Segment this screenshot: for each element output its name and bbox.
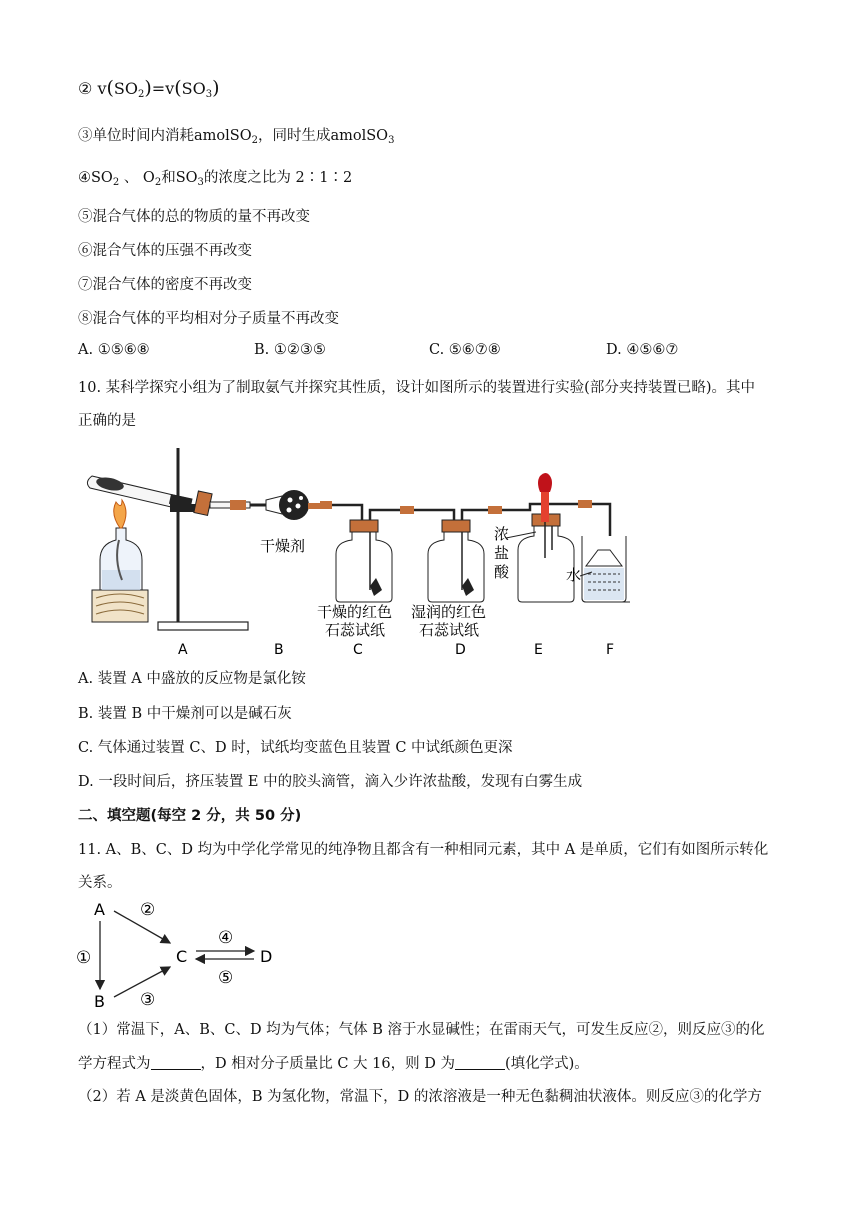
reaction-2: ②	[140, 900, 156, 920]
q10-option-c: C. 气体通过装置 C、D 时，试纸均变蓝色且装置 C 中试纸颜色更深	[78, 740, 513, 756]
q9-option-b: B. ①②③⑤	[254, 342, 326, 358]
condition-7: ⑦混合气体的密度不再改变	[78, 277, 252, 293]
node-c: C	[176, 947, 188, 966]
bottle-c	[336, 520, 392, 602]
section-heading: 二、填空题(每空 2 分，共 50 分)	[78, 808, 302, 824]
q10-stem-line1: 10. 某科学探究小组为了制取氨气并探究其性质，设计如图所示的装置进行实验(部分夹持装置已略)。其中	[78, 380, 755, 396]
reaction-4: ④	[218, 928, 234, 948]
test-tube	[87, 475, 250, 515]
letter-a: A	[178, 642, 188, 658]
letter-b: B	[274, 642, 284, 658]
reaction-3: ③	[140, 990, 156, 1010]
node-d: D	[260, 947, 273, 966]
answer-blank-1[interactable]	[151, 1055, 201, 1070]
letter-f: F	[606, 642, 615, 658]
q10-option-a: A. 装置 A 中盛放的反应物是氯化铵	[78, 671, 306, 687]
label-c-line1: 干燥的红色	[317, 603, 393, 621]
label-d-line1: 湿润的红色	[411, 603, 487, 621]
condition-6: ⑥混合气体的压强不再改变	[78, 243, 252, 259]
reaction-5: ⑤	[218, 968, 234, 988]
label-e-3: 酸	[494, 563, 510, 581]
q9-option-d: D. ④⑤⑥⑦	[606, 342, 679, 358]
node-a: A	[94, 900, 105, 919]
condition-8: ⑧混合气体的平均相对分子质量不再改变	[78, 311, 339, 327]
answer-blank-2[interactable]	[455, 1055, 505, 1070]
letter-c: C	[353, 642, 363, 658]
bottle-d	[428, 520, 484, 602]
q11-line2: 关系。	[78, 875, 122, 891]
letter-e: E	[534, 642, 543, 658]
alcohol-burner	[92, 500, 148, 622]
label-e-1: 浓	[494, 525, 510, 543]
condition-4: $④SO_2$ 、 $O_2$和$SO_3$的浓度之比为 2∶1∶2	[78, 170, 353, 188]
q11-part1-line2: 学方程式为 ，D 相对分子质量比 C 大 16，则 D 为 (填化学式)。	[78, 1056, 589, 1072]
q9-options	[78, 342, 838, 362]
q9-option-a: A. ①⑤⑥⑧	[78, 342, 150, 358]
node-b: B	[94, 992, 105, 1011]
q10-option-d: D. 一段时间后，挤压装置 E 中的胶头滴管，滴入少许浓盐酸，发现有白雾生成	[78, 774, 583, 790]
reaction-1: ①	[76, 948, 92, 968]
label-water: 水	[566, 566, 582, 584]
beaker-f	[582, 536, 630, 602]
label-dryer: 干燥剂	[260, 537, 306, 555]
condition-2: ② $v(SO_2)=v(SO_3)$	[78, 77, 220, 100]
label-c-line2: 石蕊试纸	[325, 621, 386, 639]
condition-3: ③单位时间内消耗amolSO$_2$，同时生成amolSO$_3$	[78, 128, 395, 146]
label-d-line2: 石蕊试纸	[419, 621, 480, 639]
q10-stem-line2: 正确的是	[78, 413, 136, 429]
q11-part2-line1: （2）若 A 是淡黄色固体，B 为氢化物，常温下，D 的浓溶液是一种无色黏稠油状液体。则反应③的化学方	[78, 1089, 762, 1105]
q10-option-b: B. 装置 B 中干燥剂可以是碱石灰	[78, 706, 292, 722]
q11-line1: 11. A、B、C、D 均为中学化学常见的纯净物且都含有一种相同元素，其中 A 是单质，它们有如图所示转化	[78, 842, 769, 858]
letter-d: D	[455, 642, 466, 658]
label-e-2: 盐	[494, 544, 510, 562]
conversion-diagram	[70, 895, 290, 1015]
condition-5: ⑤混合气体的总的物质的量不再改变	[78, 209, 310, 225]
q9-option-c: C. ⑤⑥⑦⑧	[429, 342, 501, 358]
apparatus-figure	[70, 440, 630, 662]
q11-part1-line1: （1）常温下，A、B、C、D 均为气体；气体 B 溶于水显碱性；在雷雨天气，可发生反应②，则反应③的化	[78, 1022, 765, 1038]
